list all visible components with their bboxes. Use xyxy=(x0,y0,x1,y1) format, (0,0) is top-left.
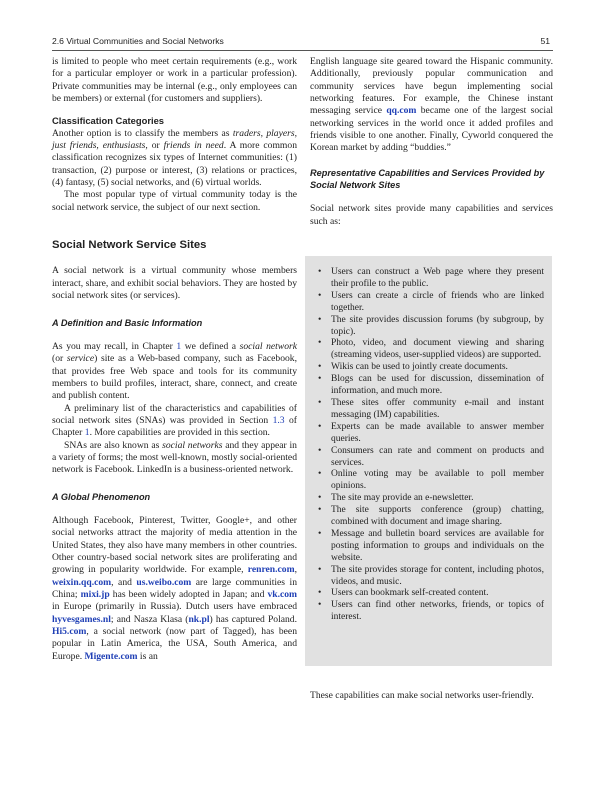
list-item xyxy=(315,600,544,624)
list-item xyxy=(315,446,544,470)
list-item-text: Online voting may be available to poll member opinions. xyxy=(331,469,544,492)
bullet-icon: • xyxy=(318,397,322,408)
list-item xyxy=(315,505,544,529)
list-item-text: Blogs can be used for discussion, dissemination of information, and much more. xyxy=(331,374,544,397)
list-item-text: Users can find other networks, friends, or topics of interest. xyxy=(331,600,544,623)
list-item xyxy=(315,315,544,339)
bullet-icon: • xyxy=(318,374,322,385)
list-item-text: Consumers can rate and comment on products and services. xyxy=(331,445,544,468)
bullet-icon: • xyxy=(318,267,322,277)
list-item xyxy=(315,565,544,589)
list-item-text: Message and bulletin board services are available for posting information to groups and individuals on the website. xyxy=(331,528,544,563)
bullet-icon: • xyxy=(318,290,322,301)
heading-global-phenomenon: A Global Phenomenon xyxy=(52,491,151,502)
bullet-icon: • xyxy=(318,314,322,325)
link-hyves[interactable]: hyvesgames.nl xyxy=(52,613,111,625)
bullet-icon: • xyxy=(318,421,322,432)
paragraph-global: Although Facebook, Pinterest, Twitter, Google+, and other social networks attract the majority of media attention in the United States, they also have many members in other countries. Other country-based social network sites are proliferating and growing in popularity worldwide. For example, renren.com, weixin.qq.com, and us.weibo.com are large communities in China; mixi.jp has been widely adopted in Japan; and vk.com in Europe (primarily in Russia). Dutch users have embraced hyvesgames.nl; and Nasza Klasa (nk.pl) has captured Poland. Hi5.com, a social network (now part of Tagged), has been popular in Latin America, the USA, South America, and Europe. Migente.com is an xyxy=(52,514,298,662)
list-item-text: Photo, video, and document viewing and sharing (streaming videos, user-supplied videos) are supported. xyxy=(331,338,544,361)
list-item xyxy=(315,374,544,398)
link-weibo[interactable]: us.weibo.com xyxy=(136,576,192,588)
bullet-icon: • xyxy=(318,445,322,456)
paragraph-most-popular: The most popular type of virtual community today is the social network service, the subject of our next section. xyxy=(52,189,297,213)
list-item xyxy=(315,588,544,600)
list-item xyxy=(315,291,544,315)
bullet-icon: • xyxy=(318,338,322,349)
heading-representative-capabilities: Representative Capabilities and Services Provided by Social Network Sites xyxy=(310,167,545,191)
bullet-icon: • xyxy=(318,505,322,516)
paragraph-classification: Another option is to classify the members as traders, players, just friends, enthusiasts, or friends in need. A more common classification recognizes six types of Internet communities: (1) transaction, (2) purpose or interest, (3) relations or practices, (4) fantasy, (5) social networks, and (6) virtual worlds. xyxy=(52,127,297,189)
right-column xyxy=(310,56,553,228)
paragraph-continuation: is limited to people who meet certain requirements (e.g., work for a particular employer or work in a particular profession). Private communities may be internal (e.g., only employees can be members) or external (for customers and suppliers). xyxy=(52,56,297,105)
link-nk[interactable]: nk.pl xyxy=(188,613,210,625)
header-section-title: 2.6 Virtual Communities and Social Networks xyxy=(52,36,224,46)
link-hi5[interactable]: Hi5.com xyxy=(52,626,87,638)
bullet-icon: • xyxy=(318,600,322,611)
capabilities-box xyxy=(305,256,552,666)
link-weixin[interactable]: weixin.qq.com xyxy=(52,576,112,588)
list-item xyxy=(315,422,544,446)
list-item-text: Wikis can be used to jointly create documents. xyxy=(331,362,508,373)
list-item-text: The site may provide an e-newsletter. xyxy=(331,493,474,504)
list-item xyxy=(315,362,544,374)
list-item-text: Experts can be made available to answer member queries. xyxy=(331,421,544,444)
paragraph-recall-chapter: As you may recall, in Chapter 1 we defined a social network (or service) site as a Web-based company, such as Facebook, that provides free Web space and tools for its community members to build profiles, interact, share, connect, and create and publish content. xyxy=(52,340,297,402)
list-item xyxy=(315,493,544,505)
list-item-text: Users can bookmark self-created content. xyxy=(331,588,489,599)
section-link[interactable]: 1.3 xyxy=(272,414,285,426)
list-item xyxy=(315,529,544,565)
bullet-icon: • xyxy=(318,528,322,539)
list-item xyxy=(315,398,544,422)
list-item-text: The site provides storage for content, including photos, videos, and music. xyxy=(331,564,544,587)
list-item xyxy=(315,469,544,493)
list-item-text: The site provides discussion forums (by subgroup, by topic). xyxy=(331,314,544,337)
list-item-text: Users can construct a Web page where they present their profile to the public. xyxy=(331,267,544,289)
heading-classification-categories: Classification Categories xyxy=(52,115,165,127)
header-rule xyxy=(52,50,553,51)
bullet-icon: • xyxy=(318,469,322,480)
list-item-text: The site supports conference (group) chatting, combined with document and image sharing. xyxy=(331,505,544,528)
chapter-link[interactable]: 1 xyxy=(84,427,90,439)
paragraph-preliminary-list: A preliminary list of the characteristics and capabilities of social network sites (SNAs) was provided in Section 1.3 of Chapter 1. More capabilities are provided in this section. xyxy=(52,402,297,439)
list-item xyxy=(315,267,544,291)
heading-social-network-service-sites: Social Network Service Sites xyxy=(52,239,207,252)
link-renren[interactable]: renren.com xyxy=(247,564,295,576)
link-vk[interactable]: vk.com xyxy=(267,589,298,601)
page-number: 51 xyxy=(540,36,550,46)
heading-definition-basic-info: A Definition and Basic Information xyxy=(52,317,203,328)
list-item-text: Users can create a circle of friends who are linked together. xyxy=(331,290,544,313)
bullet-icon: • xyxy=(318,564,322,575)
chapter-link[interactable]: 1 xyxy=(176,340,182,352)
link-migente[interactable]: Migente.com xyxy=(84,650,138,662)
link-qq[interactable]: qq.com xyxy=(386,105,417,117)
list-item-text: These sites offer community e-mail and instant messaging (IM) capabilities. xyxy=(331,397,544,420)
paragraph-social-network-definition: A social network is a virtual community whose members interact, share, and exhibit social behaviors. They are hosted by social network sites (or services). xyxy=(52,265,297,302)
paragraph-snas-forms: SNAs are also known as social networks and they appear in a variety of forms; the most well-known, mostly social-oriented network is Facebook. LinkedIn is a business-oriented network. xyxy=(52,439,297,476)
list-item xyxy=(315,338,544,362)
link-mixi[interactable]: mixi.jp xyxy=(80,589,110,601)
left-column xyxy=(52,56,297,663)
bullet-icon: • xyxy=(318,362,322,373)
bullet-icon: • xyxy=(318,588,322,599)
paragraph-hispanic-community: English language site geared toward the Hispanic community. Additionally, previously popular communication and community services have begun implementing social networking features. For example, the Chinese instant messaging service qq.com became one of the largest social networking services in the world once it added profiles and friends visible to one another. Finally, Cyworld conquered the Korean market by adding “buddies.” xyxy=(310,56,553,154)
paragraph-capabilities-intro: Social network sites provide many capabilities and services such as: xyxy=(310,203,553,227)
running-header xyxy=(52,36,552,50)
bullet-icon: • xyxy=(318,493,322,504)
capabilities-list xyxy=(315,267,544,624)
paragraph-closing: These capabilities can make social networks user-friendly. xyxy=(310,690,534,701)
